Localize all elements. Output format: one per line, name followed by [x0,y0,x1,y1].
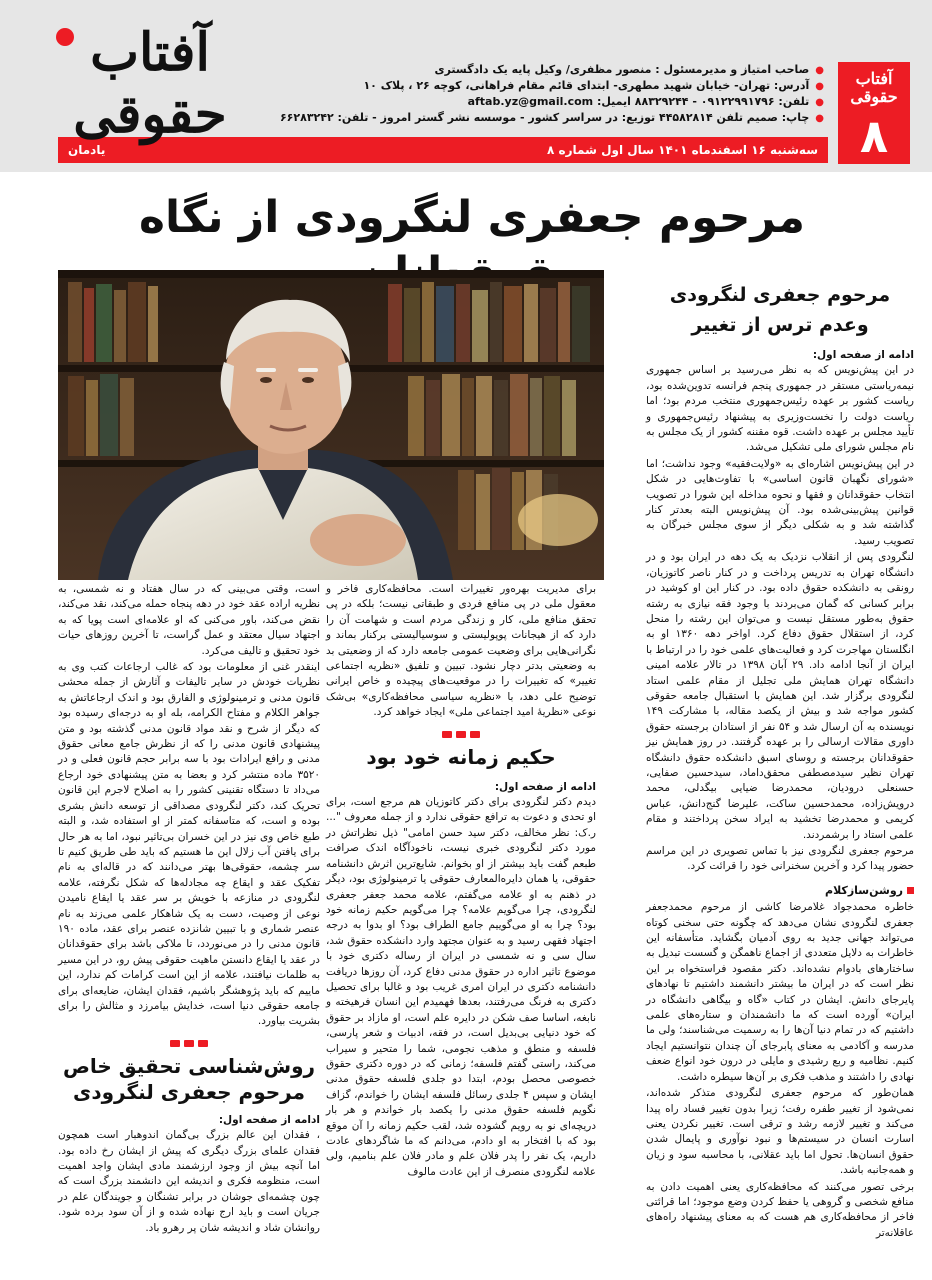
continued-label: ادامه از صفحه اول: [218,1113,320,1126]
page-headline: مرحوم جعفری لنگرودی از نگاه [138,192,806,243]
section-label: یادمان [68,143,106,157]
info-line: ● آدرس: تهران- خیابان شهید مطهری- ابتدای قائم مقام فراهانی، کوچه ۲۶ ، پلاک ۱۰ [363,79,824,92]
middle-article-body [326,582,596,1181]
continued-label: ادامه از صفحه اول: [812,349,914,361]
info-line: ● صاحب امتیاز و مدیرمسئول : منصور مظفری/ وکیل پایه یک دادگستری [434,63,824,76]
bullet-icon: ● [815,97,824,108]
continued-label: ادامه از صفحه اول: [494,780,596,793]
bullet-icon: ● [815,81,824,92]
paragraph: خاطره محمدجواد غلامرضا کاشی از مرحوم محمدجعفر جعفری لنگرودی نشان می‌دهد که چگونه حتی سخنی کوتاه می‌تواند جهانی جدید به روی آدمیان بگشاید. متأسفانه این خاطرات به دلایل متعددی از اجماع ناهمگن و گسست تبدیل به ساختارهای بادوام نشده‌اند. دکتر مقصود فراستخواه بر این نظر است که در ایران ما بیشتر دانشمند داشتیم تا نهادهای پایرجای دانش. ایشان در کتاب «گاه و بیگاهی دانشگاه در ایران» آورده است که ما دانشمندان و ستاره‌های علمی داشتیم که در تمام دنیا آن‌ها را به رسمیت می‌شناسند؛ ولی ما مدرسه و آکادمی به معنای پابرجای آن چندان نتوانستیم ایجاد کنیم. نظامیه و ربع رشیدی و مایلی در درون خود انواع ضعف نهادی را داشتند و مذهب فکری بر آن‌ها سیطره داشت. [646,901,914,1083]
paragraph: است، وقتی می‌بینی که در سال هفتاد و نه شمسی، به نظریه اراده عقد خود در دهه پنجاه حمله می‌کند، نقد می‌کند، نقض می‌کند، باور می‌کنی که او علامه‌ای است پویا که به اجتهاد سیال معتقد و عمل گراست، تا آخرین روزهای حیات خود تحقیق و تالیف می‌کرد. [58,583,320,657]
tab-logo: آفتاب حقوقی [850,69,898,106]
brand-name: آفتاب حقوقی [73,22,227,145]
paragraph: لنگرودی پس از انقلاب نزدیک به یک دهه در ایران بود و در دانشگاه تهران به تدریس پرداخت و در کنار ناصر کاتوزیان، رونقی به دانشکده حقوق داده بود. در کنار این او کوشید در برابر کسانی که گمان می‌بردند با وجود فقه نیازی به رشته حقوق به‌طور مستقل نیست و می‌توان این رشته را منحل کرد، از استقلال حقوق دفاع کرد. اواخر دهه ۱۳۶۰ او به انگلستان مهاجرت کرد و فعالیت‌های علمی خود را در ارتباط با ایران از آنجا ادامه داد. ۲۹ آبان ۱۳۹۸ در تالار علامه امینی دانشگاه تهران همایش ملی تجلیل از مقام علمی استاد لنگرودی برگزار شد. این همایش با استقبال جامعه حقوقی کشور مواجه شد و بیش از یکصد مقاله، با مشارکت ۱۴۹ نویسنده به آن ارسال شد و ۵۴ نفر از استادان برجسته حقوق داوری مقالات ارسالی را بر عهده گرفتند. در روز همایش نیز حقوقدانان برجسته و روسای اسبق دانشکده حقوق دانشگاه تهران نظیر سیدمصطفی محقق‌داماد، سیدحسین صفایی، حسنعلی درودیان، محمدرضا ضیایی بیگدلی، محمد درویش‌زاده، محمدحسین ساکت، علیرضا گنج‌دانش، عباس کریمی و محمدرضا تخشید به ایراد سخن پرداختند و مقام علمی استاد را برشمردند. [646,551,914,841]
paragraph: همان‌طور که مرحوم جعفری لنگرودی متذکر شده‌اند، نمی‌شود از تغییر طفره رفت؛ زیرا بدون تغییر فساد راه پیدا می‌کند و تغییر لازمه رشد و ترقی است. تغییر نکردن یعنی اسارت انسان در سیستم‌ها و نبود نوآوری و پایمال شدن حقوق انسان‌ها. تحول اما باید عقلانی، با محاسبه سود و زیان و همه‌جانبه باشد. [646,1087,914,1177]
divider-dots-icon [58,1040,320,1047]
paragraph: در این پیش‌نویس که به نظر می‌رسید بر اساس جمهوری نیمه‌ریاستی مستقر در جمهوری پنجم فرانسه تدوین‌شده بود، ریاست کشور بر عهده رئیس‌جمهوری منتخب مردم بود؛ اما ریاست دولت را نخست‌وزیری به پیشنهاد رئیس‌جمهوری و تأیید مجلس بر عهده داشت. قوه مقننه کشور از یک مجلس به نام مجلس شورای ملی تشکیل می‌شد. [646,364,914,454]
paragraph: در این پیش‌نویس اشاره‌ای به «ولایت‌فقیه» وجود نداشت؛ اما «شورای نگهبان قانون اساسی» با تفاوت‌هایی در شکل انتخاب حقوقدانان و فقها و نحوه مداخله این شورا در تصویب قوانین پیش‌بینی‌شده بود. آن پیش‌نویس البته بعدتر کنار گذاشته شد و به شکلی دیگر از سوی مجلس خبرگان به تصویب رسید. [646,457,914,547]
right-article-body [646,348,914,1242]
paragraph: برای مدیریت بهره‌ور تغییرات است. محافظه‌کاری فاخر و معقول ملی در پی منافع فردی و طبقاتی نیست؛ بلکه در پی تحقق منافع ملی، کار و زندگی مردم است و شهامت آن را دارد که از هیجانات پوپولیستی و سوسیالیستی برکنار بماند و نگرانی‌هایی برای وضعیت عمومی جامعه دارد که از وضعیتی بد به وضعیتی بدتر دچار نشود. تبیین و تلفیق «نظریه اجتماعی تغییر» که تغییرات را در موقعیت‌های پیچیده و خاص ایرانی توضیح علی دهد، با «نظریه سیاسی محافظه‌کاری» بی‌شک نوعی «نظریهٔ امید اجتماعی ملی» ایجاد خواهد کرد. [326,583,596,719]
left-article-body [58,582,320,1237]
masthead [0,0,932,172]
publication-info [264,62,824,126]
right-article-title: مرحوم جعفری لنگرودی وعدم ترس از تغییر [669,284,891,336]
paragraph: اینقدر غنی از معلومات بود که غالب ارجاعات کتب وی به نظریات خودش در سایر تالیفات و آثارش از جمله محشی قانون مدنی و ترمینولوژی و الفارق بود و اندک ارجاعاتش به جواهر الکلام و مفتاح الکرامه، بله او به درجه‌ای رسیده بود که دیگر از شرح و نقد مواد قانون مدنی گذشته بود و متن پیشنهادی قانون مدنی را که از نظرش جامع معانی حقوق مدنی و رافع ایرادات بود با سه برابر حجم قانون فعلی و در ۳۵۲۰ ماده منتشر کرد و بعضا به متن پیشنهادی خود ارجاع می‌داد تا دستگاه تقنینی کشور را به اصلاح لاجرم این قانون تحریک کند، دکتر لنگرودی مصداقی از توسعه دانش بشری بوده و است، که متاسفانه کمتر از او استفاده شد، و البته طبع خاص وی نیز در این خسران بی‌تاثیر نبود، اما به هر حال برای یافتن آب زلال این ما هستیم که باید طی طریق کنیم تا سر چشمه، حقوقی‌ها بهتر می‌دانند که در قاله‌ای به نام تفکیک عقد و ایقاع چه مجادله‌ها که شکل نگرفته، علامه لنگرودی در منازعه با خویش بر سر عقد یا ایقاع نامیدن نوعی از وصیت، دست به یک شاهکار علمی می‌زند به نام عنصر شماری و با تبیین شانزده عنصر برای عقد، ماده ۱۹۰ قانون مدنی را در می‌نوردد، تا ملاکی باشد برای حقوقدانان در عقد یا ایقاع دانستن ماهیت حقوقی پیش رو، در این مسیر به ظلمات نیافتند، علامه از این است کرامات کم ندارد، این ماییم که باید پژوهشگر باشیم، فقدان ایشان، ضایعه‌ای برای جامعه حقوقی دنیا است، خدایش بیامرزد و مثالش را برای بشریت بیاورد. [58,661,320,1028]
paragraph: دیدم دکتر لنگرودی برای دکتر کاتوزیان هم مرجع است، برای او تحدی و دعوت به ترافع حقوقی ندارد و از جمله معروف "... ر.ک: نظر مخالف، دکتر سید حسن امامی" ذیل نظراتش در مورد دکتر لنگرودی خبری نیست، ناخودآگاه اندک صرافت طبعم گفت باید بیشتر از او بخوانم. شایع‌ترین اثرش دانشنامه حقوقی، یا همان دایره‌المعارف حقوقی یا ترمینولوژی بود، دیگر در ذهنم به او علامه می‌گفتم، علامه محمد جعفر جعفری لنگرودی، چرا می‌گویم علامه؟ چرا می‌گویم حکیم زمانه خود بود؟ چرا به او می‌گوییم جامع الطراف بود؟ او بدوا به درجه اجتهاد فقهی رسید و به عنوان مجتهد وارد دانشکده حقوق شد، سال سی و نه شمسی در ایران از رساله دکتری خود با موضوع تاثیر اداره در حقوق مدنی دفاع کرد، آن روزها دریافت دانشنامه دکتری در ایران امری غریب بود و غالبا برای تحصیل دکتری به فرنگ می‌رفتند، بعدها فهمیدم این انسان فرهیخته و نابغه، اساسا صف شکن در دایره علم است، او مازاد بر حقوق که خود دنیایی بی‌بدیل است، در فقه، ادبیات و شعر پارسی، فلسفه و منطق و مذهب نجومی، شما را متحیر و سیراب می‌کند، راستی گفتم فلسفه؛ زمانی که در دوره دکتری حقوق خصوصی محصل بودم، ابتدا دو جلدی فلسفه حقوق مدنی ایشان و سپس ۴ جلدی رسائل فلسفه ایشان را خواندم، گزاف نگویم فلسفه حقوق مدنی را یکصد بار خواندم و هر بار دریچه‌ای نو به رویم گشوده شد، لقب حکیم زمانه را آن موقع بود که با افتخار به او دادم، می‌دانم که ما شاگردهای عادت داریم، یک نفر را پدر فلان علم و مادر فلان علم بنامیم، ولی علامه لنگرودی منصرف از این عادت مالوف [326,796,596,1178]
portrait-illustration [58,270,604,580]
info-line: ● تلفن: ۰۹۱۲۲۹۹۱۷۹۶ - ۸۸۳۲۹۲۴۴ ایمیل: aftab.yz@gmail.com [467,95,824,108]
issue-line: سه‌شنبه ۱۶ اسفندماه ۱۴۰۱ سال اول شماره ۸ [547,143,818,157]
portrait-photo [58,270,604,580]
brand-accent-icon [56,28,74,46]
page-number-tab [838,62,910,164]
middle-article-title: حکیم زمانه خود بود [366,744,556,769]
page-number: ۸ [859,109,889,163]
paragraph: ، فقدان این عالم بزرگ بی‌گمان اندوهبار است همچون فقدان علمای بزرگ دیگری که پیش از ایشان رخ داده بود. اما آنچه بیش از وجود ارزشمند مادی ایشان واجد اهمیت است، منظومه فکری و اندیشه این دانشمند بزرگ است که چون چشمه‌ای جوشان در برابر تشنگان و جویندگان علم در جریان است و باید ارج نهاده شده و از آن سود برده شود. روانشان شاد و اندیشه شان پر رهرو باد. [58,1129,320,1234]
brand-logo [40,22,260,145]
divider-dots-icon [326,731,596,738]
bullet-icon: ● [815,65,824,76]
left-article-title: روش‌شناسی تحقیق خاص مرحوم جعفری لنگرودی [62,1053,316,1104]
paragraph: مرحوم جعفری لنگرودی نیز با تماس تصویری در این مراسم حضور پیدا کرد و آخرین سخنرانی خود را قرائت کرد. [646,845,914,873]
paragraph: برخی تصور می‌کنند که محافظه‌کاری یعنی اهمیت دادن به منافع شخصی و گروهی یا حفظ کردن وضع موجود؛ اما قرائتی فاخر از محافظه‌کاری هم هست که به معنای پیشنهاد راه‌های عاقلانه‌تر [646,1180,914,1239]
square-bullet-icon [907,887,914,894]
bullet-icon: ● [815,113,824,124]
info-line: ● چاپ: صمیم تلفن ۴۴۵۸۲۸۱۴ توزیع: در سراسر کشور - موسسه نشر گستر امروز - تلفن: ۶۶۲۸۳۲۴۲ [279,111,824,124]
section-subheading: روشن‌سازکلام [646,883,914,898]
